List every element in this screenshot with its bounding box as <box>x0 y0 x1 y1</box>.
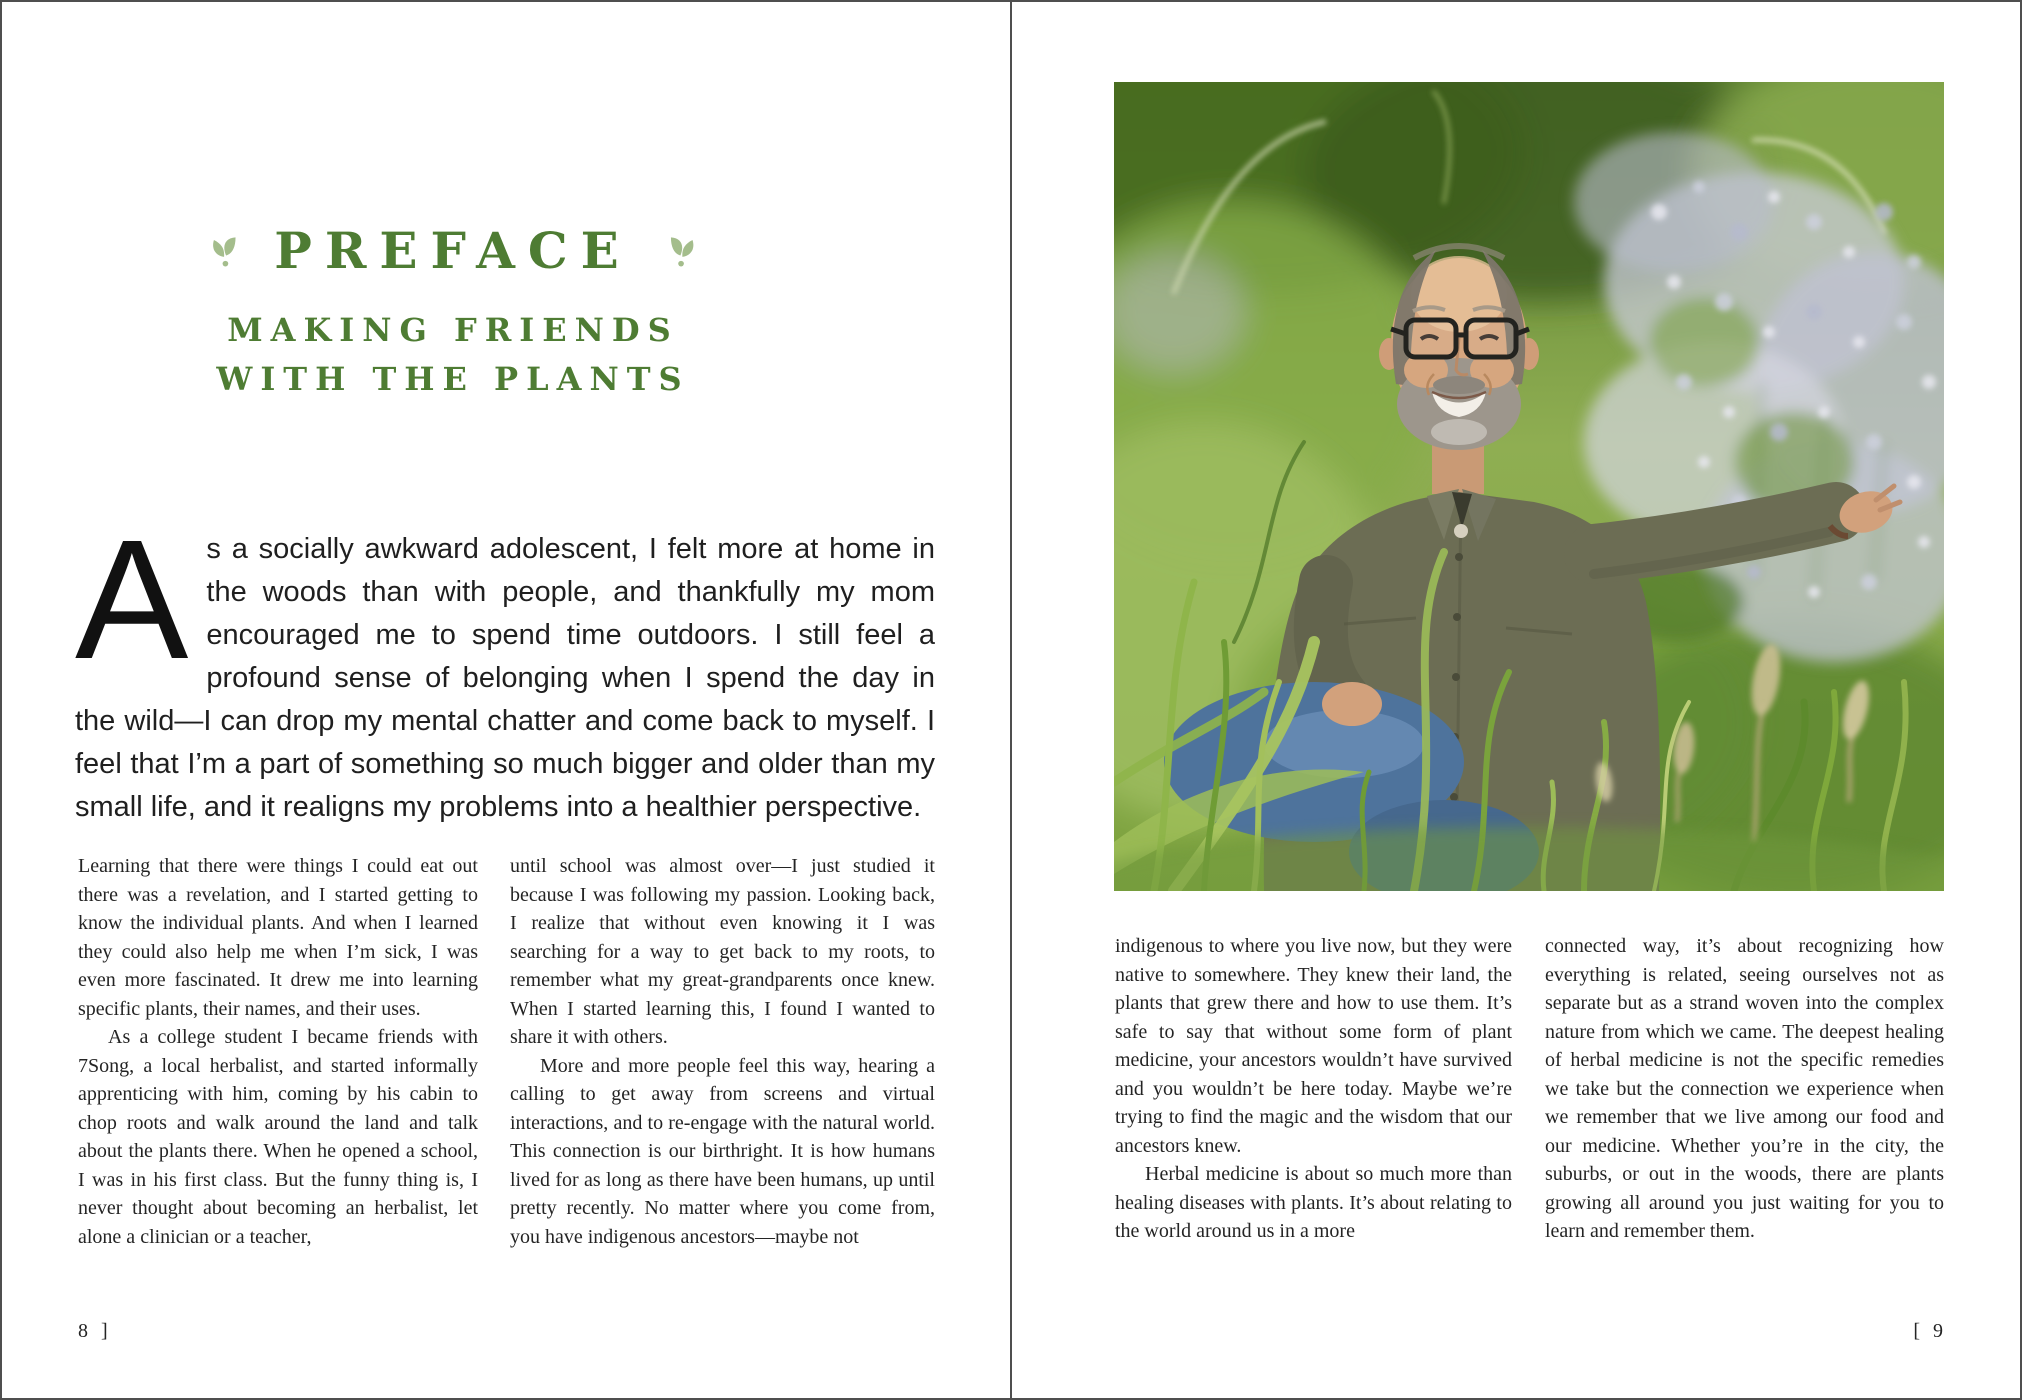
author-photo <box>1114 82 1944 891</box>
paragraph: indigenous to where you live now, but they were native to somewhere. They knew their land, the plants that grew there and how to use them. It’s safe to say that without some form of plant medicine, your ancestors wouldn’t have survived and you wouldn’t be here today. Maybe we’re trying to find the magic and the wisdom that our ancestors knew. <box>1115 935 1512 1157</box>
page-number-left: 8 ] <box>78 1320 109 1342</box>
page-title: PREFACE <box>274 221 632 280</box>
left-page-column-2 <box>510 852 935 1251</box>
page-divider <box>1010 0 1012 1400</box>
subtitle-line-1: MAKING FRIENDS <box>227 311 679 349</box>
paragraph: connected way, it’s about recognizing how everything is related, seeing ourselves not as separate but as a strand woven into the complex nature from which we came. The deepest healing of herbal medicine is not the specific remedies we take but the connection we experience when we remember that we live among our food and our medicine. Whether you’re in the city, the suburbs, or out in the woods, there are plants growing all around you just waiting for you to learn and remember them. <box>1545 935 1944 1242</box>
paragraph: until school was almost over—I just studied it because I was following my passion. Looking back, I realize that without even knowing it I was searching for a way to get back to my roots, to remember what my great-grandparents once knew. When I started learning this, I found I wanted to share it with others. <box>510 855 935 1048</box>
chapter-title-row <box>211 221 695 280</box>
paragraph: Learning that there were things I could eat out there was a revelation, and I started getting to know the individual plants. And when I learned they could also help me when I’m sick, I was even more fascinated. It drew me into learning specific plants, their names, and their uses. <box>78 855 478 1020</box>
drop-cap: A <box>75 505 189 695</box>
page-number-right: [ 9 <box>1913 1320 1944 1342</box>
intro-paragraph <box>75 505 935 829</box>
intro-text: s a socially awkward adolescent, I felt more at home in the woods than with people, and thankfully my mom encouraged me to spend time outdoors. I still feel a profound sense of belonging when I spend the day in the wild—I can drop my mental chatter and come back to myself. I feel that I’m a part of something so much bigger and older than my small life, and it realigns my problems into a healthier perspective. <box>75 533 935 823</box>
page-subtitle <box>216 306 689 404</box>
page-border-left <box>0 0 2 1400</box>
leaf-sprig-icon <box>211 234 238 269</box>
paragraph: Herbal medicine is about so much more than healing diseases with plants. It’s about relating to the world around us in a more <box>1115 1163 1512 1242</box>
paragraph: More and more people feel this way, hearing a calling to get away from screens and virtual interactions, and to re-engage with the natural world. This connection is our birthright. It is how humans lived for as long as there have been humans, up until pretty recently. No matter where you come from, you have indigenous ancestors—maybe not <box>510 1054 935 1248</box>
left-page-column-1 <box>78 852 478 1251</box>
subtitle-line-2: WITH THE PLANTS <box>216 360 690 398</box>
meadow-portrait-illustration <box>1114 82 1944 891</box>
right-page-column-1 <box>1115 932 1512 1246</box>
right-page-column-2 <box>1545 932 1944 1246</box>
leaf-sprig-icon <box>668 234 695 269</box>
paragraph: As a college student I became friends with 7Song, a local herbalist, and started informally apprenticing with him, coming by his cabin to chop roots and walk around the land and talk about the plants there. When he opened a school, I was in his first class. But the funny thing is, I never thought about becoming an herbalist, let alone a clinician or a teacher, <box>78 1026 478 1248</box>
